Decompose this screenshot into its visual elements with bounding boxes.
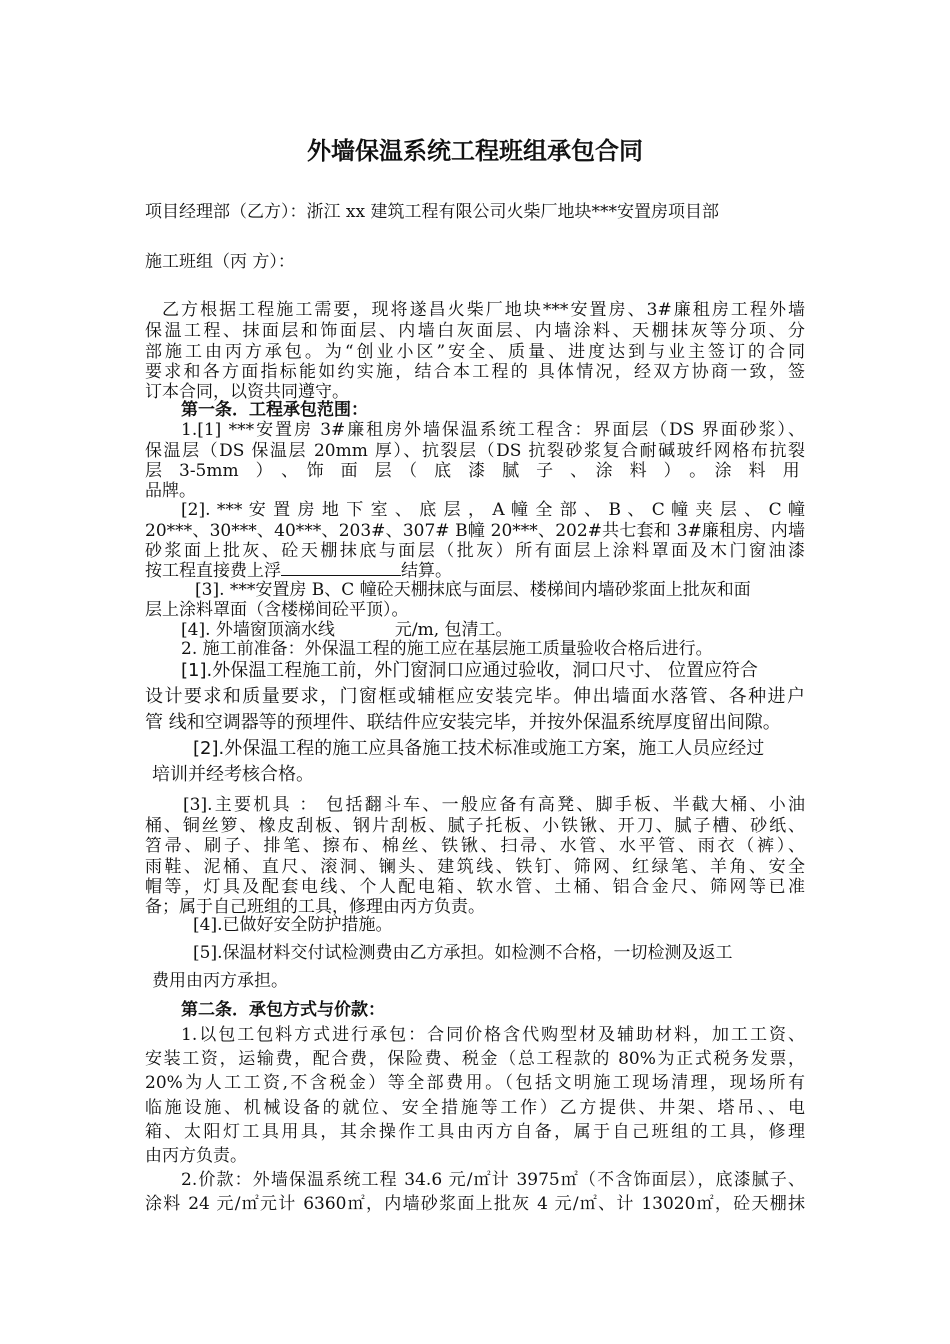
prep-item-3: 雨鞋、泥桶、直尺、滚洞、镧头、建筑线、铁钉、筛网、红绿笔、羊角、安全 (145, 857, 805, 877)
party-b-line: 项目经理部（乙方）：浙江 xx 建筑工程有限公司火柴厂地块***安置房项目部 (145, 202, 719, 222)
scope-item-3: [3]. ***安置房 B、C 幢砼天棚抹底与面层、楼梯间内墙砂浆面上批灰和面 (195, 580, 751, 600)
scope-item-2-text: 按工程直接费上浮 (145, 561, 281, 581)
payment-item-2: 涂料 24 元/㎡元计 6360㎡，内墙砂浆面上批灰 4 元/㎡、计 13020㎡，砼天棚抹 (145, 1194, 805, 1214)
payment-item-1: 由丙方负责。 (145, 1146, 247, 1166)
intro-line: 保温工程、抹面层和饰面层、内墙白灰面层、内墙涂料、天棚抹灰等分项、分 (145, 321, 805, 341)
scope-item-2: [2]. *** 安 置 房 地 下 室 、 底 层 ， A 幢 全 部 、 B 、 C 幢 夹 层 、 C 幢 (181, 500, 805, 520)
prep-item-3: 笤帚、刷子、排笔、擦布、棉丝、铁锹、扫帚、水管、水平管、雨衣（裤）、 (145, 836, 805, 856)
prep-item-3: [3].主要机具 ： 包括翻斗车、一般应备有高凳、脚手板、半截大桶、小油 (183, 795, 805, 815)
payment-item-1: 20%为人工工资,不含税金）等全部费用。（包括文明施工现场清理，现场所有 (145, 1073, 805, 1093)
prep-text: 外保温工程的施工应在基层施工质量验收合格后进行。 (304, 639, 713, 659)
prep-item-5: 费用由丙方承担。 (152, 971, 288, 991)
prep-item-2: [2].外保温工程的施工应具备施工技术标准或施工方案，施工人员应经过 (193, 738, 765, 759)
payment-item-1: 1.以包工包料方式进行承包：合同价格含代购型材及辅助材料，加工工资、 (181, 1025, 805, 1045)
party-c-line: 施工班组（丙 方）： (145, 252, 295, 272)
payment-item-2: 2.价款：外墙保温系统工程 34.6 元/㎡计 3975㎡（不含饰面层），底漆腻子、 (181, 1170, 805, 1190)
prep-item-4: [4].已做好安全防护措施。 (193, 915, 393, 935)
scope-item-4-label: [4]. 外墙窗顶滴水线 (181, 620, 335, 640)
scope-item-2: 砂浆面上批灰、砼天棚抹底与面层（批灰）所有面层上涂料罩面及木门窗油漆 (145, 541, 805, 561)
intro-line: 部施工由丙方承包。为“创业小区”安全、质量、进度达到与业主签订的合同 (145, 342, 805, 362)
prep-heading (181, 639, 841, 659)
payment-item-1: 临施设施、机械设备的就位、安全措施等工作）乙方提供、井架、塔吊、、电 (145, 1098, 805, 1118)
scope-item-1: 保温层（DS 保温层 20mm 厚）、抗裂层（DS 抗裂砂浆复合耐碱玻纤网格布抗裂 (145, 441, 805, 461)
scope-item-1: 品牌。 (145, 481, 196, 501)
payment-item-1: 箱、太阳灯工具用具，其余操作工具由丙方自备，属于自己班组的工具，修理 (145, 1122, 805, 1142)
article-1-heading: 第一条．工程承包范围： (181, 400, 368, 420)
intro-line: 要求和各方面指标能如约实施，结合本工程的 具体情况，经双方协商一致，签 (145, 362, 805, 382)
scope-item-2 (145, 561, 805, 581)
prep-item-5: [5].保温材料交付试检测费由乙方承担。如检测不合格，一切检测及返工 (193, 943, 733, 963)
prep-item-1: 设计要求和质量要求，门窗框或辅框应安装完毕。伸出墙面水落管、各种进户 (145, 686, 805, 707)
document-title: 外墙保温系统工程班组承包合同 (307, 137, 643, 165)
scope-item-2-text: 结算。 (401, 561, 452, 581)
scope-item-4 (181, 620, 841, 640)
scope-item-2: 20***、30***、40***、203#、307# B幢 20***、202#共七套和 3#廉租房、内墙 (145, 521, 805, 541)
blank-underline (281, 561, 401, 576)
prep-item-3: 帽等，灯具及配套电线、个人配电箱、软水管、土桶、铝合金尺、筛网等已准 (145, 877, 805, 897)
intro-line: 乙方根据工程施工需要，现将遂昌火柴厂地块***安置房、3#廉租房工程外墙 (162, 300, 805, 320)
scope-item-1: 1.[1] ***安置房 3#廉租房外墙保温系统工程含：界面层（DS 界面砂浆）、 (181, 420, 805, 440)
prep-item-1: 管 线和空调器等的预埋件、联结件应安装完毕，并按外保温系统厚度留出间隙。 (145, 712, 781, 733)
prep-item-3: 备；属于自己班组的工具，修理由丙方负责。 (145, 897, 485, 917)
prep-item-2: 培训并经考核合格。 (152, 764, 314, 785)
intro-line: 订本合同，以资共同遵守。 (145, 382, 349, 402)
prep-item-3: 桶、铜丝箩、橡皮刮板、钢片刮板、腻子托板、小铁锹、开刀、腻子槽、砂纸、 (145, 816, 805, 836)
scope-item-4-unit: 元/m, 包清工。 (394, 620, 513, 640)
prep-item-1: [1].外保温工程施工前，外门窗洞口应通过验收，洞口尺寸、 位置应符合 (181, 660, 758, 681)
article-2-heading: 第二条．承包方式与价款： (181, 1000, 385, 1020)
scope-item-1: 层 3-5mm ） 、 饰 面 层 （ 底 漆 腻 子 、 涂 料 ） 。 涂 料 用 (145, 461, 800, 481)
scope-item-3: 层上涂料罩面（含楼梯间砼平顶）。 (145, 600, 409, 620)
payment-item-1: 安装工资，运输费，配合费，保险费、税金（总工程款的 80%为正式税务发票， (145, 1049, 805, 1069)
prep-lead: 2. 施工前准备： (181, 639, 305, 659)
